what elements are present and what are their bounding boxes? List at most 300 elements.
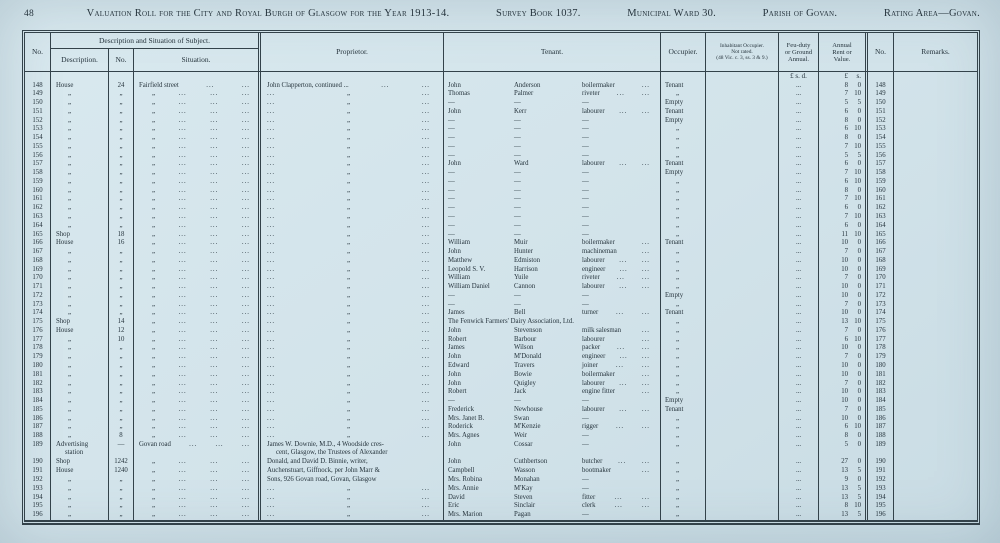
rent-pounds: 6 — [844, 107, 848, 115]
table-row — [25, 397, 977, 406]
table-row — [25, 388, 977, 397]
cell-tenant — [443, 99, 660, 108]
cell-tenant — [443, 283, 660, 292]
cell-entry-no: 151 — [32, 107, 43, 115]
cell-tenant-forename: Matthew — [448, 256, 473, 264]
cell-occupier: „ — [660, 213, 705, 222]
cell-feu-duty: ... — [778, 380, 818, 389]
cell-tenant — [443, 327, 660, 336]
cell-proprietor: ... „ ... — [258, 178, 443, 187]
cell-situation: „ ... ... ... — [133, 134, 258, 143]
inhabitant-header-line1: Inhabitant Occupier. — [719, 43, 764, 49]
rent-shillings: 0 — [857, 309, 861, 317]
cell-situation: „ ... ... ... — [133, 108, 258, 117]
cell-tenant-surname: Ward — [514, 160, 529, 168]
cell-annual-rent — [818, 344, 865, 353]
col-header-inhabitant-occupier — [705, 33, 778, 71]
cell-inhabitant-occupier — [705, 292, 778, 301]
cell-annual-rent — [818, 292, 865, 301]
cell-inhabitant-occupier — [705, 327, 778, 336]
cell-entry-no-right: 152 — [865, 117, 893, 126]
col-header-description: Description. — [61, 55, 98, 64]
cell-entry-no-right: 182 — [865, 380, 893, 389]
cell-annual-rent — [818, 415, 865, 424]
rent-pounds: 5 — [844, 440, 848, 448]
cell-tenant — [443, 204, 660, 213]
cell-description: „ — [50, 423, 108, 432]
rent-shillings: 0 — [857, 458, 861, 466]
cell-annual-rent — [818, 511, 865, 520]
cell-occupier: „ — [660, 187, 705, 196]
table-row — [25, 380, 977, 389]
cell-entry-no-right: 158 — [865, 169, 893, 178]
cell-description: „ — [50, 476, 108, 485]
cell-tenant-surname: Yuile — [514, 274, 529, 282]
col-header-number: No. — [108, 49, 133, 71]
table-row — [25, 274, 977, 283]
cell-tenant-surname: Wasson — [514, 467, 535, 475]
rent-pounds: 7 — [844, 379, 848, 387]
rent-shillings: 0 — [857, 344, 861, 352]
cell-annual-rent — [818, 458, 865, 467]
cell-situation: „ ... ... ... — [133, 380, 258, 389]
cell-tenant-occupation: — — [582, 99, 589, 107]
cell-street-number: „ — [108, 125, 133, 134]
cell-situation: „ ... ... ... — [133, 318, 258, 327]
cell-proprietor: Donald, and David D. Binnie, writer, — [258, 458, 443, 467]
cell-feu-duty: ... — [778, 274, 818, 283]
cell-annual-rent — [818, 178, 865, 187]
cell-description: „ — [50, 90, 108, 99]
cell-situation: „ ... ... ... — [133, 266, 258, 275]
cell-occupier: „ — [660, 283, 705, 292]
cell-situation: „ ... ... ... — [133, 371, 258, 380]
cell-entry-no: 160 — [32, 186, 43, 194]
cell-remarks — [893, 283, 977, 292]
cell-entry-no: 162 — [32, 204, 43, 212]
cell-inhabitant-occupier — [705, 178, 778, 187]
cell-remarks — [893, 380, 977, 389]
cell-tenant-surname: Travers — [514, 362, 535, 369]
cell-entry-no-right: 173 — [865, 301, 893, 310]
cell-description: „ — [50, 257, 108, 266]
cell-annual-rent — [818, 274, 865, 283]
cell-tenant — [443, 336, 660, 345]
cell-tenant — [443, 239, 660, 248]
cell-tenant-occupation: labourer ... ... — [582, 405, 650, 413]
cell-tenant — [443, 441, 660, 459]
cell-entry-no: 167 — [32, 248, 43, 256]
cell-annual-rent — [818, 82, 865, 91]
rent-pounds: 6 — [844, 177, 848, 185]
cell-tenant — [443, 125, 660, 134]
cell-remarks — [893, 292, 977, 301]
cell-remarks — [893, 195, 977, 204]
rent-pounds: 7 — [844, 326, 848, 334]
cell-description: Shop — [50, 458, 108, 467]
cell-tenant-surname: Hunter — [514, 248, 533, 256]
cell-entry-no: 184 — [32, 397, 43, 405]
cell-situation: „ ... ... ... — [133, 222, 258, 231]
cell-inhabitant-occupier — [705, 318, 778, 327]
cell-annual-rent — [818, 476, 865, 485]
col-header-no-right: No. — [865, 33, 893, 71]
table-row — [25, 432, 977, 441]
cell-feu-duty: ... — [778, 415, 818, 424]
cell-annual-rent — [818, 117, 865, 126]
cell-entry-no: 194 — [32, 493, 43, 501]
cell-street-number: — — [108, 441, 133, 459]
cell-inhabitant-occupier — [705, 309, 778, 318]
cell-tenant-surname: Anderson — [514, 81, 541, 89]
cell-entry-no-right: 179 — [865, 353, 893, 362]
cell-entry-no: 191 — [32, 467, 43, 475]
cell-proprietor: ... „ ... — [258, 257, 443, 266]
cell-inhabitant-occupier — [705, 336, 778, 345]
cell-proprietor: ... „ ... — [258, 222, 443, 231]
cell-description: House — [50, 467, 108, 476]
cell-tenant-surname: — — [514, 99, 521, 107]
rent-shillings: 0 — [857, 256, 861, 264]
cell-inhabitant-occupier — [705, 371, 778, 380]
cell-tenant — [443, 362, 660, 371]
cell-occupier: „ — [660, 257, 705, 266]
rent-shillings: 0 — [857, 204, 861, 212]
cell-tenant-occupation: — — [582, 195, 589, 203]
cell-tenant — [443, 169, 660, 178]
rent-header-line3: Value. — [833, 55, 851, 63]
cell-tenant-occupation: — — [582, 221, 589, 229]
cell-description: „ — [50, 344, 108, 353]
cell-description: „ — [50, 309, 108, 318]
cell-description: „ — [50, 248, 108, 257]
cell-situation: „ ... ... ... — [133, 511, 258, 520]
cell-annual-rent — [818, 195, 865, 204]
rating-area: Rating Area—Govan. — [883, 8, 980, 19]
cell-annual-rent — [818, 309, 865, 318]
cell-remarks — [893, 327, 977, 336]
cell-tenant-occupation: — — [582, 116, 589, 124]
cell-annual-rent — [818, 467, 865, 476]
table-row — [25, 169, 977, 178]
cell-annual-rent — [818, 108, 865, 117]
rent-shillings: 10 — [854, 142, 861, 150]
cell-annual-rent — [818, 380, 865, 389]
cell-street-number: „ — [108, 152, 133, 161]
rent-pounds: 8 — [844, 134, 848, 142]
units-row — [25, 72, 977, 82]
cell-feu-duty: ... — [778, 423, 818, 432]
cell-feu-duty: ... — [778, 327, 818, 336]
rent-shillings: 5 — [857, 151, 861, 159]
cell-entry-no-right: 160 — [865, 187, 893, 196]
cell-annual-rent — [818, 143, 865, 152]
cell-description: „ — [50, 397, 108, 406]
cell-tenant-occupation: — — [582, 230, 589, 238]
cell-occupier: „ — [660, 380, 705, 389]
cell-entry-no: 165 — [32, 230, 43, 238]
col-header-remarks: Remarks. — [893, 33, 977, 71]
cell-tenant-occupation: — — [582, 511, 589, 519]
rent-shillings: 10 — [854, 212, 861, 220]
cell-entry-no: 180 — [32, 362, 43, 369]
rent-shillings: 5 — [857, 99, 861, 107]
cell-street-number: 18 — [108, 231, 133, 240]
rent-shillings: 10 — [854, 90, 861, 98]
cell-situation: „ ... ... ... — [133, 309, 258, 318]
cell-occupier: Empty — [660, 292, 705, 301]
cell-entry-no: 189 — [32, 440, 43, 448]
cell-entry-no-right: 174 — [865, 309, 893, 318]
cell-feu-duty: ... — [778, 231, 818, 240]
rent-pounds: 10 — [841, 362, 848, 369]
cell-feu-duty: ... — [778, 441, 818, 459]
cell-remarks — [893, 152, 977, 161]
table-row — [25, 327, 977, 336]
cell-proprietor: ... „ ... — [258, 231, 443, 240]
cell-situation: „ ... ... ... — [133, 397, 258, 406]
cell-entry-no: 183 — [32, 388, 43, 396]
cell-annual-rent — [818, 336, 865, 345]
cell-inhabitant-occupier — [705, 423, 778, 432]
cell-remarks — [893, 108, 977, 117]
cell-entry-no-right: 169 — [865, 266, 893, 275]
cell-proprietor: ... „ ... — [258, 415, 443, 424]
cell-tenant — [443, 388, 660, 397]
cell-feu-duty: ... — [778, 476, 818, 485]
cell-remarks — [893, 485, 977, 494]
cell-proprietor: ... „ ... — [258, 187, 443, 196]
cell-inhabitant-occupier — [705, 274, 778, 283]
cell-proprietor: ... „ ... — [258, 134, 443, 143]
cell-description: „ — [50, 336, 108, 345]
cell-remarks — [893, 467, 977, 476]
cell-entry-no: 153 — [32, 125, 43, 133]
cell-description: „ — [50, 494, 108, 503]
cell-tenant-occupation: engineer ... ... — [582, 353, 650, 361]
cell-remarks — [893, 494, 977, 503]
cell-inhabitant-occupier — [705, 222, 778, 231]
cell-proprietor: ... „ ... — [258, 283, 443, 292]
table-row — [25, 257, 977, 266]
cell-tenant-forename: — — [448, 134, 455, 142]
cell-inhabitant-occupier — [705, 152, 778, 161]
cell-entry-no: 163 — [32, 212, 43, 220]
cell-entry-no-right: 149 — [865, 90, 893, 99]
cell-description: „ — [50, 432, 108, 441]
cell-entry-no: 187 — [32, 423, 43, 431]
cell-inhabitant-occupier — [705, 125, 778, 134]
cell-street-number: „ — [108, 353, 133, 362]
cell-tenant-surname: — — [514, 291, 521, 299]
cell-entry-no: 175 — [32, 318, 43, 326]
cell-annual-rent — [818, 423, 865, 432]
cell-proprietor: ... „ ... — [258, 502, 443, 511]
cell-street-number: „ — [108, 222, 133, 231]
cell-remarks — [893, 222, 977, 231]
cell-description: Shop — [50, 231, 108, 240]
survey-book: Survey Book 1037. — [496, 8, 581, 19]
cell-tenant-occupation: labourer ... ... — [582, 283, 650, 291]
cell-inhabitant-occupier — [705, 380, 778, 389]
cell-entry-no: 150 — [32, 99, 43, 107]
table-row — [25, 99, 977, 108]
cell-occupier: „ — [660, 432, 705, 441]
cell-street-number: „ — [108, 248, 133, 257]
cell-inhabitant-occupier — [705, 485, 778, 494]
cell-inhabitant-occupier — [705, 213, 778, 222]
cell-feu-duty: ... — [778, 117, 818, 126]
cell-inhabitant-occupier — [705, 231, 778, 240]
cell-remarks — [893, 125, 977, 134]
cell-tenant — [443, 485, 660, 494]
cell-tenant-forename: — — [448, 116, 455, 124]
cell-proprietor: ... „ ... — [258, 90, 443, 99]
cell-situation: „ ... ... ... — [133, 239, 258, 248]
table-row — [25, 187, 977, 196]
cell-entry-no: 161 — [32, 195, 43, 203]
cell-entry-no: 159 — [32, 177, 43, 185]
rent-pounds: 13 — [841, 318, 848, 326]
cell-tenant — [443, 248, 660, 257]
cell-tenant — [443, 309, 660, 318]
cell-occupier: Empty — [660, 117, 705, 126]
cell-tenant-forename: William Daniel — [448, 283, 490, 291]
cell-description: „ — [50, 502, 108, 511]
cell-street-number: 8 — [108, 432, 133, 441]
cell-tenant-forename: — — [448, 169, 455, 177]
table-row — [25, 502, 977, 511]
cell-situation: „ ... ... ... — [133, 467, 258, 476]
cell-feu-duty: ... — [778, 99, 818, 108]
cell-situation: „ ... ... ... — [133, 415, 258, 424]
cell-inhabitant-occupier — [705, 406, 778, 415]
cell-street-number: „ — [108, 292, 133, 301]
cell-entry-no-right: 167 — [865, 248, 893, 257]
table-row — [25, 336, 977, 345]
cell-occupier: Tenant — [660, 239, 705, 248]
cell-entry-no: 158 — [32, 169, 43, 177]
table-row — [25, 90, 977, 99]
feu-header-line1: Feu-duty — [786, 41, 811, 49]
cell-annual-rent — [818, 257, 865, 266]
cell-tenant — [443, 511, 660, 520]
rent-shillings: 10 — [854, 195, 861, 203]
cell-entry-no-right: 164 — [865, 222, 893, 231]
cell-entry-no-right: 186 — [865, 415, 893, 424]
rent-shillings: 0 — [857, 362, 861, 369]
rent-pounds: 13 — [841, 511, 848, 519]
cell-entry-no: 156 — [32, 151, 43, 159]
cell-entry-no: 195 — [32, 502, 43, 510]
cell-annual-rent — [818, 432, 865, 441]
cell-tenant-forename: James — [448, 344, 465, 352]
cell-entry-no: 190 — [32, 458, 43, 466]
cell-remarks — [893, 397, 977, 406]
cell-remarks — [893, 371, 977, 380]
cell-tenant-forename: — — [448, 204, 455, 212]
cell-street-number: „ — [108, 213, 133, 222]
rent-shillings: 0 — [857, 405, 861, 413]
cell-occupier: „ — [660, 467, 705, 476]
cell-tenant-surname: — — [514, 125, 521, 133]
cell-annual-rent — [818, 301, 865, 310]
cell-feu-duty: ... — [778, 152, 818, 161]
rent-pounds: 10 — [841, 388, 848, 396]
cell-description: House — [50, 239, 108, 248]
cell-tenant — [443, 415, 660, 424]
cell-tenant-forename: — — [448, 212, 455, 220]
rent-shillings: 0 — [857, 265, 861, 273]
rent-pounds: 8 — [844, 186, 848, 194]
parish: Parish of Govan. — [762, 8, 838, 19]
rent-shillings: 0 — [857, 388, 861, 396]
col-header-feu-duty — [778, 33, 818, 71]
cell-tenant-occupation: turner ... ... — [582, 309, 650, 317]
cell-tenant-forename: — — [448, 221, 455, 229]
cell-proprietor: ... „ ... — [258, 318, 443, 327]
cell-entry-no-right: 180 — [865, 362, 893, 371]
cell-annual-rent — [818, 187, 865, 196]
cell-entry-no-right: 176 — [865, 327, 893, 336]
cell-tenant-forename: — — [448, 177, 455, 185]
cell-proprietor: ... „ ... — [258, 152, 443, 161]
cell-tenant-forename: John — [448, 81, 461, 89]
cell-entry-no: 168 — [32, 256, 43, 264]
cell-remarks — [893, 99, 977, 108]
cell-description: „ — [50, 134, 108, 143]
cell-tenant — [443, 432, 660, 441]
table-row — [25, 125, 977, 134]
cell-feu-duty: ... — [778, 283, 818, 292]
rent-shillings: 10 — [854, 318, 861, 326]
cell-tenant-forename: — — [448, 99, 455, 107]
cell-feu-duty: ... — [778, 511, 818, 520]
cell-entry-no: 182 — [32, 379, 43, 387]
cell-occupier: „ — [660, 134, 705, 143]
cell-proprietor: Sons, 926 Govan road, Govan, Glasgow — [258, 476, 443, 485]
cell-inhabitant-occupier — [705, 143, 778, 152]
cell-entry-no: 149 — [32, 90, 43, 98]
cell-proprietor: ... „ ... — [258, 169, 443, 178]
cell-entry-no-right: 177 — [865, 336, 893, 345]
rent-header-line2: Rent or — [832, 48, 852, 56]
cell-situation: „ ... ... ... — [133, 90, 258, 99]
cell-street-number: 1242 — [108, 458, 133, 467]
cell-tenant-occupation: milk salesman ... — [582, 326, 650, 334]
cell-tenant-surname: Edmiston — [514, 256, 541, 264]
valuation-table — [22, 30, 980, 525]
cell-entry-no-right: 195 — [865, 502, 893, 511]
cell-tenant-surname: Cannon — [514, 283, 536, 291]
cell-occupier: „ — [660, 195, 705, 204]
rent-shillings: 10 — [854, 335, 861, 343]
cell-tenant-surname: — — [514, 116, 521, 124]
cell-tenant-surname: Wilson — [514, 344, 534, 352]
table-row — [25, 117, 977, 126]
cell-situation: „ ... ... ... — [133, 353, 258, 362]
rent-pounds: 10 — [841, 397, 848, 405]
cell-description: „ — [50, 301, 108, 310]
cell-occupier: „ — [660, 353, 705, 362]
cell-remarks — [893, 90, 977, 99]
cell-tenant-forename: Mrs. Robina — [448, 475, 482, 483]
cell-tenant-surname: — — [514, 204, 521, 212]
cell-description: „ — [50, 415, 108, 424]
cell-feu-duty: ... — [778, 125, 818, 134]
cell-tenant-occupation: fitter ... ... — [582, 493, 650, 501]
cell-tenant-forename: John — [448, 379, 461, 387]
